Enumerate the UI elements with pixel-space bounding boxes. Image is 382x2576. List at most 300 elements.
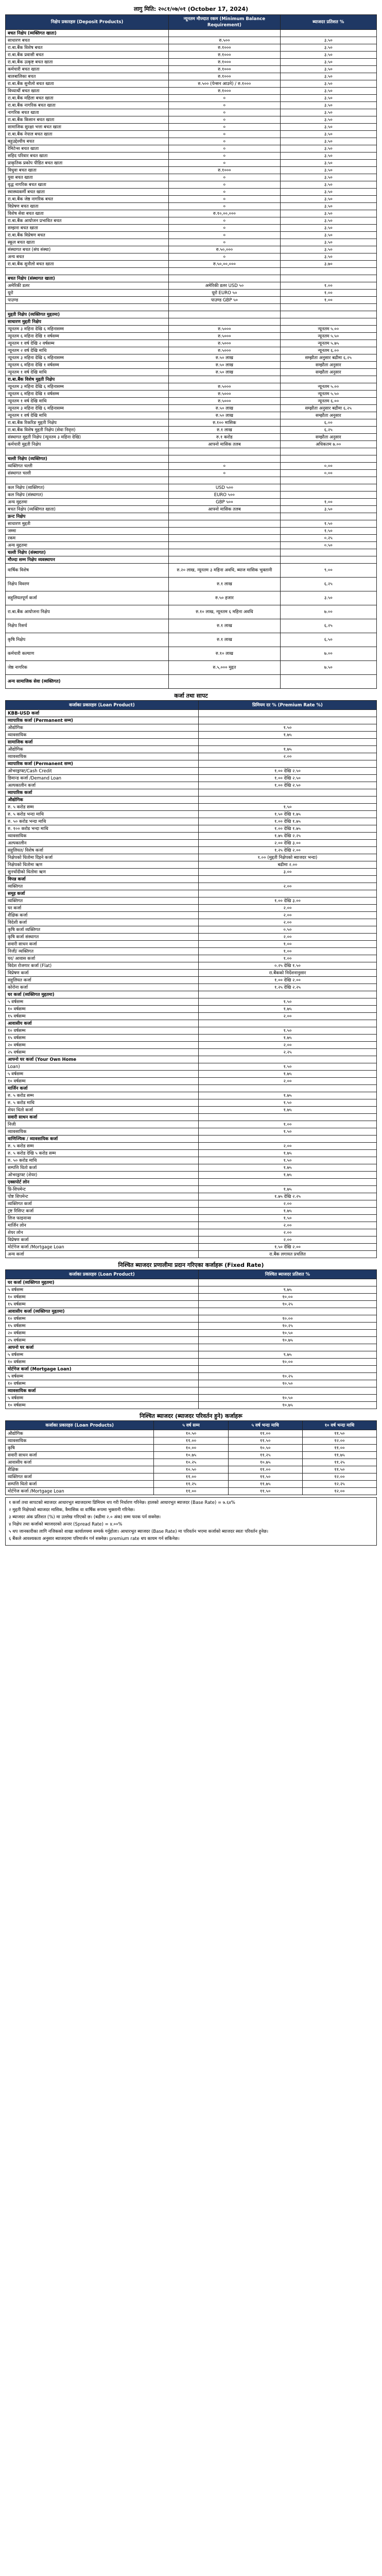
- deposit-row: [6, 138, 377, 145]
- fixed-loan-row-cell-1: [198, 1387, 376, 1395]
- deposit-row-cell-2: ३.५०: [280, 124, 376, 131]
- fixed-loan-row-cell-1: १०.५०: [198, 1330, 376, 1337]
- loan-row-cell-1: १.५०: [198, 1157, 376, 1164]
- deposit-row-cell-2: ०.००: [280, 463, 376, 470]
- deposit-row: [6, 391, 377, 398]
- loan-row-cell-0: रु. ५ करोड सम्म: [6, 1092, 199, 1099]
- fixed-loan-row-cell-0: ५ वर्षसम्म: [6, 1351, 199, 1359]
- deposit-row: [6, 434, 377, 441]
- deposit-row-cell-1: ०: [169, 102, 280, 109]
- loan-row-cell-0: रु. ५ करोड सम्म: [6, 804, 199, 811]
- variable-loan-row-cell-2: १०.७५: [228, 1459, 302, 1466]
- deposit-extra-row-cell-2: ९.००: [280, 564, 376, 578]
- deposit-row-cell-0: रा.बा.बैंक विप्रेषण बचत: [6, 232, 169, 239]
- deposit-row-cell-1: रु.५०,००,०००: [169, 261, 280, 268]
- deposit-row-cell-0: न्यूनतम १ वर्ष देखि माथि: [6, 398, 169, 405]
- deposit-row-cell-0: चल्ती निक्षेप (व्यक्तिगत): [6, 455, 169, 463]
- deposit-row-cell-0: सम्झना बचत खाता: [6, 225, 169, 232]
- loan-row-cell-0: व्यावसायिक: [6, 753, 199, 760]
- deposit-row-cell-2: [280, 275, 376, 282]
- deposit-row: [6, 506, 377, 513]
- loan-row: [6, 1172, 377, 1179]
- deposit-row-cell-1: [169, 535, 280, 542]
- loan-row-cell-0: रु. ५ करोड माथि: [6, 1099, 199, 1107]
- deposit-row-cell-2: ३.५०: [280, 174, 376, 181]
- deposit-row-cell-0: अमेरिकी डलर: [6, 282, 169, 290]
- loan-row-cell-1: १.२५ देखि २.२५: [198, 984, 376, 991]
- variable-loan-row: [6, 1488, 377, 1495]
- deposit-extra-row-cell-2: ७.००: [280, 605, 376, 619]
- loan-row: [6, 998, 377, 1006]
- loan-row-cell-1: २.००: [198, 1200, 376, 1208]
- loan-row: [6, 1085, 377, 1092]
- variable-loan-row-cell-0: औद्योगिक: [6, 1430, 154, 1437]
- deposit-extra-row: [6, 578, 377, 591]
- loan-row: [6, 1027, 377, 1035]
- loan-row: [6, 1006, 377, 1013]
- deposit-row-cell-1: [169, 318, 280, 326]
- variable-loan-row-cell-3: १२.२५: [302, 1481, 376, 1488]
- deposit-row-cell-2: ०.२५: [280, 535, 376, 542]
- loan-row-cell-0: व्यावसायिक: [6, 833, 199, 840]
- loan-row-cell-1: १.५० देखि २.००: [198, 1244, 376, 1251]
- deposit-row-cell-1: रु.१०० मासिक: [169, 419, 280, 427]
- loan-row: [6, 1179, 377, 1186]
- deposit-row-cell-2: ३.५०: [280, 109, 376, 116]
- deposit-row: [6, 549, 377, 556]
- deposit-extra-row-cell-0: निक्षेप विवरण: [6, 578, 169, 591]
- deposit-row-cell-1: ०: [169, 463, 280, 470]
- deposit-row-cell-1: यूरो EURO ५०: [169, 290, 280, 297]
- deposit-row-cell-1: USD ५००: [169, 484, 280, 492]
- loan-row: [6, 760, 377, 768]
- deposit-extra-row-cell-2: ६.२५: [280, 578, 376, 591]
- deposit-extra-body: [6, 564, 377, 689]
- deposit-row-cell-1: [169, 304, 280, 311]
- deposit-row-cell-1: रु.५० लाख: [169, 369, 280, 376]
- fixed-loan-row-cell-1: १०.७५: [198, 1402, 376, 1409]
- loan-row: [6, 1092, 377, 1099]
- deposit-row: [6, 80, 377, 88]
- loan-row-cell-1: २.०० देखि ३.००: [198, 840, 376, 847]
- loan-row: [6, 789, 377, 796]
- deposit-row: [6, 225, 377, 232]
- loan-row-cell-1: १.०० देखि ३.००: [198, 897, 376, 905]
- deposit-row-cell-1: ०: [169, 109, 280, 116]
- loan-row-cell-0: २५ वर्षसम्म: [6, 1049, 199, 1056]
- loan-row: [6, 1251, 377, 1258]
- deposit-row-cell-1: GBP ५००: [169, 499, 280, 506]
- deposit-row-cell-0: मौज्दा सम्म निक्षेप व्यवस्थापन: [6, 556, 169, 564]
- loan-row: [6, 926, 377, 934]
- deposit-row-cell-1: [169, 30, 280, 37]
- deposit-row-cell-0: विप्रेषण बचत खाता: [6, 203, 169, 210]
- loan-row: [6, 775, 377, 782]
- deposit-row-cell-1: EURO ५००: [169, 492, 280, 499]
- deposit-row-cell-0: नागरिक बचत खाता: [6, 109, 169, 116]
- variable-loan-row-cell-3: ११.५०: [302, 1466, 376, 1473]
- loan-row-cell-1: १.०० देखि २.००: [198, 977, 376, 984]
- loan-row-cell-1: १.७५: [198, 1172, 376, 1179]
- deposit-row-cell-2: ३.५०: [280, 506, 376, 513]
- loan-row-cell-0: व्यापारिक कर्जा: [6, 789, 199, 796]
- deposit-extra-row-cell-0: रा.बा.बैंक आयोजना निक्षेप: [6, 605, 169, 619]
- deposit-row: [6, 73, 377, 80]
- deposit-row-cell-2: ३.५०: [280, 196, 376, 203]
- loan-row-cell-0: रु. ५ करोड देखि ५ करोड सम्म: [6, 1150, 199, 1157]
- deposit-row: [6, 448, 377, 455]
- deposit-row: [6, 427, 377, 434]
- loan-row-cell-1: [198, 890, 376, 897]
- variable-loan-row: [6, 1430, 377, 1437]
- deposit-row-cell-0: रा.बा.बैंक विशेष मुद्दती निक्षेप (सेवा निवृत्त): [6, 427, 169, 434]
- variable-loan-row-cell-0: शैक्षिक: [6, 1466, 154, 1473]
- loan-row-cell-0: २० वर्षसम्म: [6, 1042, 199, 1049]
- deposit-extra-row-cell-1: रु.१ लाख: [169, 619, 280, 633]
- loan-row-cell-0: १५ वर्षसम्म: [6, 1035, 199, 1042]
- loan-row-cell-1: १.५०: [198, 1063, 376, 1071]
- variable-loan-row: [6, 1437, 377, 1445]
- deposit-row-cell-1: रु.१ लाख: [169, 427, 280, 434]
- deposit-row: [6, 470, 377, 477]
- deposit-row-cell-1: ०: [169, 189, 280, 196]
- loan-row: [6, 1143, 377, 1150]
- loan-row-cell-0: घर/ आवास कर्जा: [6, 955, 199, 962]
- loan-row: [6, 1042, 377, 1049]
- loan-row-cell-1: १.५०: [198, 1099, 376, 1107]
- deposit-row-cell-2: १.००: [280, 290, 376, 297]
- deposit-row-cell-1: ०: [169, 174, 280, 181]
- loan-row: [6, 796, 377, 804]
- loan-row-cell-1: [198, 710, 376, 717]
- fixed-loan-row: [6, 1286, 377, 1294]
- loan-row-cell-1: १.७५: [198, 1092, 376, 1099]
- loan-row-cell-1: १.७५: [198, 1006, 376, 1013]
- deposit-extra-row-cell-0: निक्षेप रिसर्च: [6, 619, 169, 633]
- deposit-row-cell-1: रु.५०००: [169, 391, 280, 398]
- deposit-row-cell-2: १.००: [280, 499, 376, 506]
- fixed-loan-row-cell-1: १०.७५: [198, 1337, 376, 1344]
- fixed-loan-row-cell-1: [198, 1344, 376, 1351]
- deposit-extra-row-cell-0: वार्षिक विशेष: [6, 564, 169, 578]
- loan-row: [6, 861, 377, 869]
- deposit-row-cell-2: [280, 318, 376, 326]
- deposit-row-cell-1: रु.५०००: [169, 398, 280, 405]
- deposit-row-cell-2: ३.५०: [280, 181, 376, 189]
- variable-loan-row-cell-3: ११.००: [302, 1445, 376, 1452]
- deposit-row-cell-2: ३.५०: [280, 160, 376, 167]
- fixed-loan-row: [6, 1323, 377, 1330]
- loan-header-row: [6, 701, 377, 710]
- variable-loan-col-5y-plus: ५ वर्ष भन्दा माथि: [228, 1421, 302, 1430]
- deposit-extra-row-cell-1: रु.५,००० मुद्दत: [169, 661, 280, 675]
- deposit-row-cell-2: अधिकतम ७.००: [280, 441, 376, 448]
- deposit-row-cell-2: ३.५०: [280, 80, 376, 88]
- loan-row-cell-1: [198, 796, 376, 804]
- loan-row: [6, 724, 377, 732]
- fixed-loan-row: [6, 1294, 377, 1301]
- deposit-row: [6, 167, 377, 174]
- variable-loan-row-cell-0: सवारी साधन कर्जा: [6, 1452, 154, 1459]
- loan-row-cell-0: ५ वर्षसम्म: [6, 998, 199, 1006]
- deposit-row-cell-2: ०.५०: [280, 542, 376, 549]
- deposit-col-rate: ब्याजदर प्रतिशत %: [280, 15, 376, 30]
- loan-row-cell-0: व्यक्तिगत: [6, 883, 199, 890]
- deposit-row-cell-1: रु.१०,००,०००: [169, 210, 280, 217]
- loan-row: [6, 955, 377, 962]
- deposit-extra-row-cell-2: ६.२५: [280, 619, 376, 633]
- deposit-row: [6, 268, 377, 275]
- deposit-row-cell-2: ३.५०: [280, 88, 376, 95]
- fixed-loan-row-cell-0: २५ वर्षसम्म: [6, 1337, 199, 1344]
- deposit-row-cell-2: ३.७०: [280, 261, 376, 268]
- fixed-loan-row-cell-0: १५ वर्षसम्म: [6, 1301, 199, 1308]
- fixed-loan-row: [6, 1330, 377, 1337]
- deposit-row-cell-0: प्राकृतिक प्रकोप पीडित बचत खाता: [6, 160, 169, 167]
- deposit-row-cell-0: पाउण्ड: [6, 297, 169, 304]
- variable-loan-col-10y-plus: १० वर्ष भन्दा माथि: [302, 1421, 376, 1430]
- deposit-row-cell-1: ०: [169, 253, 280, 261]
- deposit-row-cell-0: रा.बा.बैंक किसान बचत खाता: [6, 116, 169, 124]
- loan-row-cell-1: १.५०: [198, 998, 376, 1006]
- loan-row-cell-0: मार्जिन कर्जा: [6, 1085, 199, 1092]
- loan-row: [6, 732, 377, 739]
- loan-row-cell-0: डिमान्ड कर्जा /Demand Loan: [6, 775, 199, 782]
- fixed-loan-body: [6, 1279, 377, 1409]
- deposit-row-cell-1: रु.१०००: [169, 66, 280, 73]
- deposit-row-cell-1: [169, 549, 280, 556]
- deposit-row: [6, 369, 377, 376]
- deposit-row-cell-0: अन्य मुद्दतमा: [6, 499, 169, 506]
- deposit-row-cell-1: [169, 376, 280, 383]
- variable-loan-row-cell-0: कृषि: [6, 1445, 154, 1452]
- variable-loan-row: [6, 1473, 377, 1481]
- loan-row-cell-1: १.७५ देखि २.२५: [198, 833, 376, 840]
- deposit-row: [6, 131, 377, 138]
- fixed-loan-row: [6, 1380, 377, 1387]
- deposit-row-cell-2: ३.५०: [280, 232, 376, 239]
- deposit-row-cell-2: १.००: [280, 282, 376, 290]
- deposit-row-cell-2: ६.२५: [280, 427, 376, 434]
- deposit-row-cell-0: स्कूल बचत खाता: [6, 239, 169, 246]
- deposit-row-cell-1: ०: [169, 152, 280, 160]
- fixed-loan-row: [6, 1337, 377, 1344]
- deposit-row-cell-2: ३.५०: [280, 138, 376, 145]
- deposit-row-cell-2: ०.००: [280, 470, 376, 477]
- loan-row: [6, 847, 377, 854]
- loan-row-cell-1: २.००: [198, 1236, 376, 1244]
- loan-row-cell-0: व्यावसायिक: [6, 1128, 199, 1136]
- loan-row: [6, 1099, 377, 1107]
- deposit-row-cell-2: ३.५०: [280, 239, 376, 246]
- loan-row-cell-1: २.००: [198, 919, 376, 926]
- deposit-row-cell-1: रु.५०००: [169, 383, 280, 391]
- loan-row: [6, 746, 377, 753]
- deposit-row-cell-0: रकम: [6, 535, 169, 542]
- deposit-row-cell-2: ३.५०: [280, 66, 376, 73]
- deposit-row-cell-2: सम्झौता अनुसार: [280, 412, 376, 419]
- variable-loan-row-cell-1: ११.००: [154, 1437, 228, 1445]
- loan-row: [6, 854, 377, 861]
- fixed-loan-row-cell-1: ९.७५: [198, 1286, 376, 1294]
- deposit-row-cell-1: रु.५० लाख: [169, 362, 280, 369]
- loan-row: [6, 1078, 377, 1085]
- loan-row: [6, 962, 377, 970]
- deposit-row: [6, 189, 377, 196]
- deposit-row-cell-2: ३.५०: [280, 253, 376, 261]
- variable-loan-row: [6, 1466, 377, 1473]
- deposit-row-cell-1: रु.५० लाख: [169, 412, 280, 419]
- fixed-loan-section-title: निश्चित ब्याजदर प्रणालीमा प्रदान गरिएका कर्जाहरू (Fixed Rate): [118, 1262, 264, 1268]
- loan-row-cell-1: १.५० देखि १.७५: [198, 811, 376, 818]
- loan-row-cell-0: अन्य कर्जा: [6, 1251, 199, 1258]
- loan-row: [6, 1136, 377, 1143]
- deposit-row-cell-2: ३.५०: [280, 73, 376, 80]
- deposit-row-cell-1: रु.१०००: [169, 73, 280, 80]
- fixed-loan-row: [6, 1366, 377, 1373]
- loan-row-cell-0: व्यापारिक कर्जा (Permanent सम्म): [6, 760, 199, 768]
- loan-row-cell-1: २.००: [198, 1222, 376, 1229]
- loan-row: [6, 782, 377, 789]
- loan-row-cell-1: १.७५: [198, 732, 376, 739]
- deposit-row-cell-0: विधुवा बचत खाता: [6, 167, 169, 174]
- loan-row: [6, 1071, 377, 1078]
- deposit-extra-row: [6, 591, 377, 605]
- deposit-row-cell-0: कर्मचारी मुद्दती निक्षेप: [6, 441, 169, 448]
- loan-row-cell-0: १० वर्षसम्म: [6, 1078, 199, 1085]
- fixed-loan-row-cell-0: आवासीय कर्जा (व्यक्तिगत मुद्दतमा): [6, 1308, 199, 1315]
- fixed-loan-header-row: [6, 1270, 377, 1279]
- variable-loan-row-cell-3: १२.००: [302, 1437, 376, 1445]
- loan-row-cell-1: १.५०: [198, 804, 376, 811]
- deposit-row-cell-0: रा.बा.बैंक नागरिक बचत खाता: [6, 102, 169, 109]
- fixed-loan-row-cell-1: १०.००: [198, 1315, 376, 1323]
- deposit-row-cell-2: ३.५०: [280, 116, 376, 124]
- loan-row-cell-0: सवारी साधन कर्जा: [6, 1114, 199, 1121]
- variable-loan-row-cell-2: ११.७५: [228, 1481, 302, 1488]
- fixed-loan-row-cell-1: १०.२५: [198, 1323, 376, 1330]
- variable-loan-row: [6, 1481, 377, 1488]
- loan-body: [6, 710, 377, 1258]
- loan-row-cell-1: [198, 1085, 376, 1092]
- fixed-loan-row-cell-0: आफ्नो घर कर्जा: [6, 1344, 199, 1351]
- loan-row-cell-1: १.७५: [198, 1208, 376, 1215]
- deposit-row-cell-2: [280, 477, 376, 484]
- loan-row-cell-0: Loan): [6, 1063, 199, 1071]
- loan-row-cell-0: घर कर्जा (व्यक्तिगत मुद्दतमा): [6, 991, 199, 998]
- deposit-row-cell-2: १.००: [280, 297, 376, 304]
- deposit-extra-row-cell-2: ७.००: [280, 647, 376, 661]
- loan-row-cell-0: कोरोना कर्जा: [6, 984, 199, 991]
- loan-row: [6, 1035, 377, 1042]
- deposit-row: [6, 463, 377, 470]
- loan-row-cell-1: [198, 1179, 376, 1186]
- deposit-row: [6, 347, 377, 354]
- loan-row: [6, 1114, 377, 1121]
- loan-row-cell-0: व्यावसायिक: [6, 732, 199, 739]
- loan-row-cell-1: २.००: [198, 905, 376, 912]
- loan-row-cell-1: [198, 789, 376, 796]
- deposit-row-cell-1: ०: [169, 95, 280, 102]
- loan-row-cell-1: १.५०: [198, 724, 376, 732]
- deposit-row: [6, 419, 377, 427]
- fixed-loan-row-cell-0: व्यावसायिक कर्जा: [6, 1387, 199, 1395]
- loan-row-cell-0: आफ्नो घर कर्जा (Your Own Home: [6, 1056, 199, 1063]
- deposit-row-cell-0: रा.बा.बैंक प्रवासी बचत: [6, 52, 169, 59]
- deposit-row-cell-0: संस्थागत बचत (संघ संस्था): [6, 246, 169, 253]
- loan-row-cell-1: १.७५: [198, 1150, 376, 1157]
- deposit-row-cell-1: रु.५०००: [169, 326, 280, 333]
- deposit-extra-row: [6, 647, 377, 661]
- variable-loan-row-cell-2: ११.५०: [228, 1473, 302, 1481]
- loan-row-cell-1: [198, 1056, 376, 1063]
- loan-row-cell-1: १.७५: [198, 1164, 376, 1172]
- variable-loan-section-title: निश्चित ब्याजदर (ब्याजदर परिवर्तन हुने) कर्जाहरू: [140, 1413, 242, 1419]
- loan-row-cell-1: [198, 1020, 376, 1027]
- fixed-loan-row: [6, 1301, 377, 1308]
- variable-loan-row: [6, 1445, 377, 1452]
- loan-row: [6, 919, 377, 926]
- deposit-row-cell-2: ३.५०: [280, 225, 376, 232]
- deposit-row-cell-2: ३.५०: [280, 52, 376, 59]
- fixed-loan-row-cell-0: १० वर्षसम्म: [6, 1359, 199, 1366]
- loan-row: [6, 869, 377, 876]
- loan-row-cell-1: १.५०: [198, 1215, 376, 1222]
- deposit-extra-row-cell-2: ७.५०: [280, 661, 376, 675]
- fixed-loan-row-cell-1: [198, 1279, 376, 1286]
- deposit-row: [6, 66, 377, 73]
- footnotes: [5, 1497, 377, 1546]
- loan-row-cell-1: २.००: [198, 753, 376, 760]
- loan-row-cell-0: औद्योगिक: [6, 746, 199, 753]
- deposit-row-cell-2: न्यूनतम ६.००: [280, 347, 376, 354]
- variable-loan-row: [6, 1452, 377, 1459]
- fixed-loan-row: [6, 1395, 377, 1402]
- deposit-row-cell-2: ३.५०: [280, 59, 376, 66]
- fixed-loan-row-cell-1: १०.५०: [198, 1380, 376, 1387]
- deposit-extra-row-cell-1: [169, 675, 280, 689]
- deposit-row: [6, 253, 377, 261]
- loan-row-cell-0: विदेशी कर्जा: [6, 919, 199, 926]
- loan-row-cell-1: बढीमा २.००: [198, 861, 376, 869]
- deposit-row-cell-0: साधारण मुद्दती निक्षेप: [6, 318, 169, 326]
- loan-row-cell-0: व्यापारिक कर्जा (Permanent सम्म): [6, 717, 199, 724]
- variable-loan-row-cell-3: १२.००: [302, 1488, 376, 1495]
- fixed-loan-row-cell-0: ५ वर्षसम्म: [6, 1395, 199, 1402]
- variable-loan-row-cell-2: ११.००: [228, 1466, 302, 1473]
- deposit-row: [6, 513, 377, 520]
- deposit-row-cell-0: [6, 448, 169, 455]
- loan-row: [6, 811, 377, 818]
- deposit-row-cell-0: रा.बा.बैंक आयोजन प्रभावित बचत: [6, 217, 169, 225]
- deposit-row: [6, 412, 377, 419]
- variable-loan-header-row: [6, 1421, 377, 1430]
- loan-row: [6, 1164, 377, 1172]
- deposit-row-cell-0: रा.बा.बैंक सुनौलो बचत खाता: [6, 80, 169, 88]
- loan-row-cell-0: विपन्न कर्जा: [6, 876, 199, 883]
- deposit-row: [6, 44, 377, 52]
- fixed-loan-row-cell-0: १० वर्षसम्म: [6, 1294, 199, 1301]
- loan-row-cell-1: ३.००: [198, 869, 376, 876]
- deposit-row-cell-1: ०: [169, 124, 280, 131]
- loan-row-cell-0: औद्योगिक: [6, 796, 199, 804]
- loan-row-cell-1: [198, 876, 376, 883]
- deposit-row: [6, 217, 377, 225]
- loan-row: [6, 710, 377, 717]
- deposit-row: [6, 124, 377, 131]
- variable-loan-row-cell-2: ११.००: [228, 1430, 302, 1437]
- page-title: लागु मिति: २०८१/०७/०१ (October 17, 2024): [134, 6, 248, 12]
